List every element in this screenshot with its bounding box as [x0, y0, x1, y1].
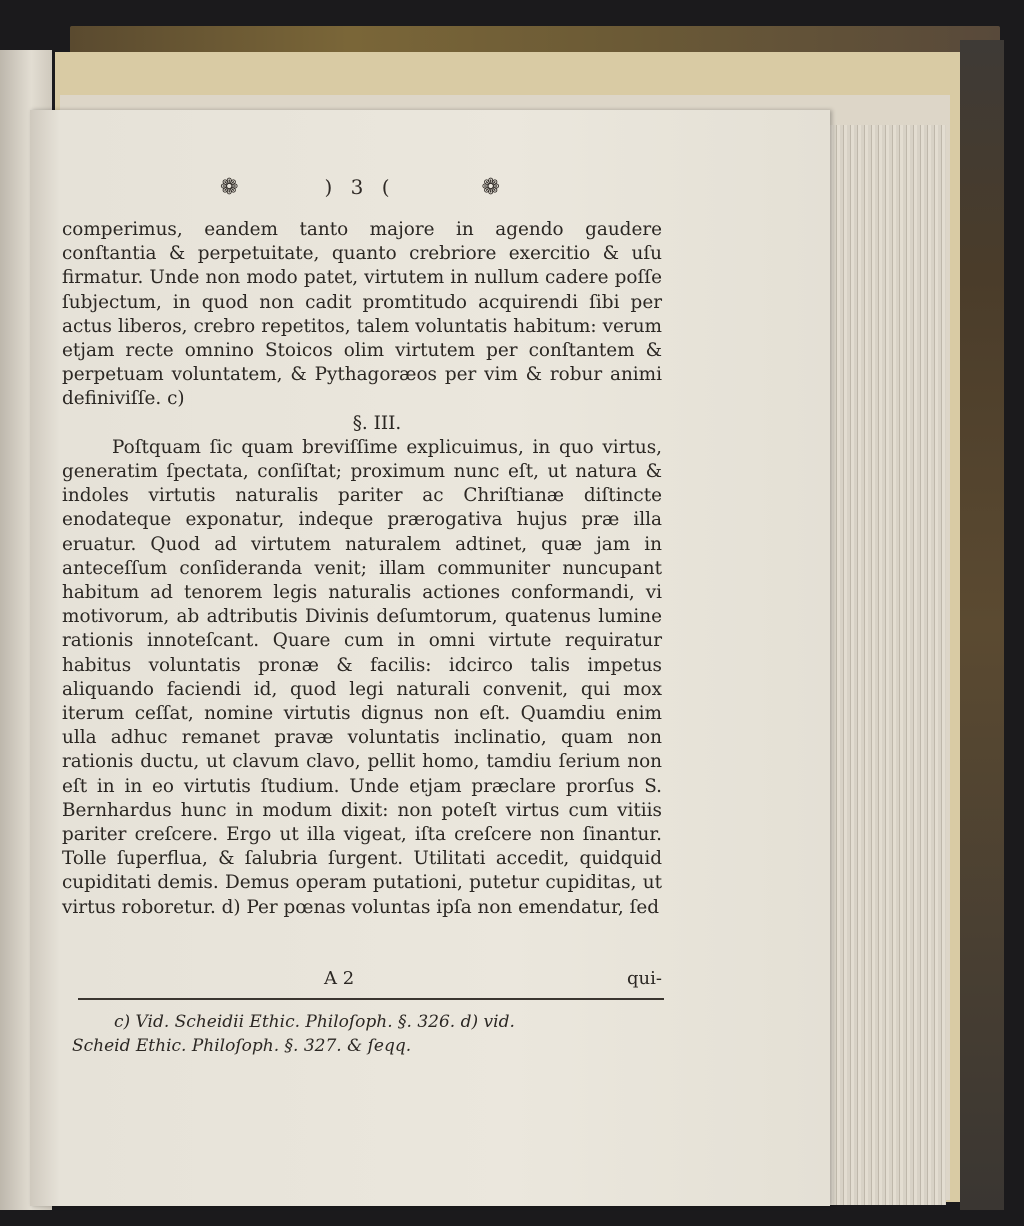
footnote-rule — [78, 998, 664, 1000]
paragraph-2: Poſtquam ſic quam breviſſime explicuimus, in quo virtus, generatim ſpectata, conſiſtat; proximum nunc eſt, ut natura & indoles virtutis naturalis pariter ac Chriſtianæ diſtincte enodateque exponatur, indeque prærogativa hujus præ illa eruatur. Quod ad virtutem naturalem adtinet, quæ jam in anteceſſum conſideranda venit; illam communiter nuncupant habitum ad tenorem legis naturalis actiones conformandi, vi motivorum, ab adtributis Divinis deſumtorum, quatenus lumine rationis innoteſcant. Quare cum in omni virtute requiratur habitus voluntatis pronæ & facilis: idcirco talis impetus aliquando faciendi id, quod legi naturali convenit, qui mox iterum ceſſat, nomine virtutis dignus non eſt. Quamdiu enim ulla adhuc remanet pravæ voluntatis inclinatio, quam non rationis ductu, ut clavum clavo, pellit homo, tamdiu ſerium non eſt in in eo virtutis ſtudium. Unde etjam præclare prorſus S. Bernhardus hunc in modum dixit: non poteſt virtus cum vitiis pariter creſcere. Ergo ut illa vigeat, iſta creſcere non ſinantur. Tolle ſuperflua, & ſalubria ſurgent. Utilitati accedit, quidquid cupiditati demis. Demus operam putationi, putetur cupiditas, ut virtus roboretur. d) Per pœnas voluntas ipſa non emendatur, ſed — [62, 436, 662, 918]
ornament-left-icon: ❁ — [220, 174, 239, 200]
main-text — [62, 218, 662, 920]
page-edges — [826, 125, 946, 1205]
section-heading: §. III. — [352, 412, 402, 434]
signature-mark: A 2 — [324, 968, 355, 989]
paragraph-1: comperimus, eandem tanto majore in agendo gaudere conſtantia & perpetuitate, quanto crebriore exercitio & uſu firmatur. Unde non modo patet, virtutem in nullum cadere poſſe ſubjectum, in quod non cadit promtitudo acquirendi ſibi per actus liberos, crebro repetitos, talem voluntatis habitum: verum etjam recte omnino Stoicos olim virtutem per conſtantem & perpetuam voluntatem, & Pythagoræos per vim & robur animi definiviſſe. c) — [62, 219, 662, 410]
page-header — [220, 172, 500, 202]
footnote-line-2: Scheid Ethic. Philoſoph. §. 327. & ſeqq. — [72, 1036, 412, 1056]
ornament-right-icon: ❁ — [481, 174, 500, 200]
book-cover-right — [960, 40, 1004, 1210]
footnote-line-1: c) Vid. Scheidii Ethic. Philoſoph. §. 326. d) vid. — [114, 1012, 515, 1032]
catchword: qui- — [627, 968, 662, 989]
footnotes — [72, 1010, 672, 1058]
signature-row — [62, 968, 662, 994]
page-number: ) 3 ( — [324, 175, 396, 199]
